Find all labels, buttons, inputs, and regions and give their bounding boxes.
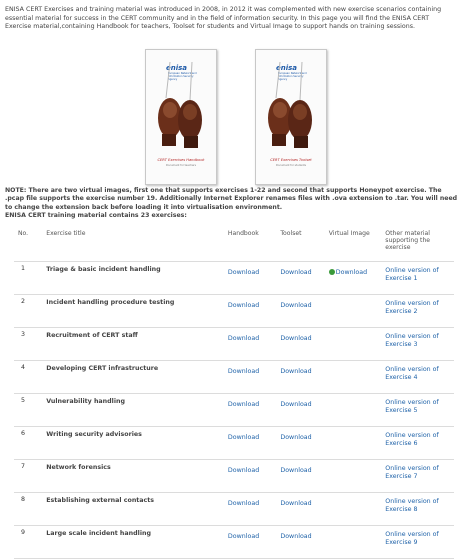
other-material-cell (381, 361, 454, 394)
virtual-image-cell (325, 361, 382, 394)
note-text: NOTE: There are two virtual images, first one that supports exercises 1-22 and second that supports Honeypot exercise. The .pcap file supports the exercise number 19. Additionally Internet Explorer renames files with .ova extension to .tar. You will need to change the extension back before loading it into virtualisation environment. (5, 187, 458, 211)
toolset-download-link[interactable]: Download (280, 269, 312, 276)
table-row (14, 295, 454, 328)
exercise-title: Writing security advisories (42, 427, 224, 460)
exercise-number: 6 (14, 427, 42, 460)
handbook-cell (224, 427, 276, 460)
other-material-cell (381, 328, 454, 361)
table-row (14, 262, 454, 295)
virtual-image-cell (325, 262, 382, 295)
exercise-title: Network forensics (42, 460, 224, 493)
exercise-title: Vulnerability handling (42, 394, 224, 427)
toolset-cell (276, 526, 324, 559)
toolset-download-link[interactable]: Download (280, 500, 312, 507)
toolset-download-link[interactable]: Download (280, 368, 312, 375)
virtual-image-cell (325, 394, 382, 427)
handbook-download-link[interactable]: Download (227, 401, 260, 408)
table-header-row (14, 227, 454, 262)
handbook-cell (224, 262, 276, 295)
virtual-image-cell (325, 328, 382, 361)
exercise-title: Recruitment of CERT staff (42, 328, 224, 361)
handbook-cell (224, 361, 276, 394)
exercises-table-body (14, 262, 454, 559)
header-virtual-image: Virtual Image (325, 227, 382, 262)
exercise-number: 7 (14, 460, 42, 493)
header-no: No. (14, 227, 42, 262)
handbook-cell (224, 526, 276, 559)
handbook-cell (224, 460, 276, 493)
online-version-link[interactable]: Online version of Exercise 6 (385, 432, 439, 447)
table-row (14, 394, 454, 427)
other-material-cell (381, 493, 454, 526)
handbook-download-link[interactable]: Download (227, 335, 260, 342)
table-row (14, 427, 454, 460)
exercise-number: 2 (14, 295, 42, 328)
exercise-number: 8 (14, 493, 42, 526)
table-caption: ENISA CERT training material contains 23 exercises: (5, 212, 187, 220)
handbook-cell (224, 394, 276, 427)
toolset-cell (276, 361, 324, 394)
online-version-link[interactable]: Online version of Exercise 9 (385, 531, 439, 546)
table-row (14, 328, 454, 361)
other-material-cell (381, 427, 454, 460)
exercise-title: Establishing external contacts (42, 493, 224, 526)
cover-images (0, 49, 467, 187)
exercise-number: 5 (14, 394, 42, 427)
handbook-cell (224, 295, 276, 328)
other-material-cell (381, 460, 454, 493)
toolset-cell (276, 427, 324, 460)
handbook-download-link[interactable]: Download (227, 533, 260, 540)
header-other-material: Other material supporting the exercise (381, 227, 454, 262)
handbook-download-link[interactable]: Download (227, 467, 260, 474)
virtual-image-download-link[interactable]: Download (335, 269, 368, 276)
handbook-cover-title: CERT Exercises Handbook (157, 158, 205, 162)
handbook-download-link[interactable]: Download (227, 434, 260, 441)
toolset-download-link[interactable]: Download (280, 533, 312, 540)
toolset-download-link[interactable]: Download (280, 434, 312, 441)
handbook-download-link[interactable]: Download (227, 500, 260, 507)
green-download-icon (329, 269, 335, 275)
online-version-link[interactable]: Online version of Exercise 3 (385, 333, 439, 348)
toolset-download-link[interactable]: Download (280, 467, 312, 474)
exercises-table (14, 227, 454, 559)
enisa-logo: enisa (276, 64, 298, 72)
virtual-image-cell (325, 460, 382, 493)
other-material-cell (381, 394, 454, 427)
other-material-cell (381, 262, 454, 295)
exercise-number: 1 (14, 262, 42, 295)
virtual-image-cell (325, 295, 382, 328)
exercise-number: 3 (14, 328, 42, 361)
header-toolset: Toolset (276, 227, 324, 262)
handbook-download-link[interactable]: Download (227, 269, 260, 276)
exercise-title: Large scale incident handling (42, 526, 224, 559)
toolset-download-link[interactable]: Download (280, 335, 312, 342)
exercise-number: 9 (14, 526, 42, 559)
online-version-link[interactable]: Online version of Exercise 2 (385, 300, 439, 315)
toolset-cell (276, 493, 324, 526)
intro-paragraph: ENISA CERT Exercises and training material was introduced in 2008, in 2012 it was complemented with new exercise scenarios containing essential material for success in the CERT community and in the field of information security. In this page you will find the ENISA CERT Exercise material,containing Handbook for teachers, Toolset for students and Virtual Image to support hands on training sessions. (5, 6, 442, 31)
toolset-cell (276, 460, 324, 493)
table-row (14, 460, 454, 493)
exercise-number: 4 (14, 361, 42, 394)
header-handbook: Handbook (224, 227, 276, 262)
toolset-cell (276, 394, 324, 427)
toolset-cell (276, 262, 324, 295)
note-block (5, 187, 460, 221)
toolset-cover-image[interactable] (255, 49, 327, 185)
handbook-cover-subtitle: Document for teachers (166, 164, 196, 167)
online-version-link[interactable]: Online version of Exercise 5 (385, 399, 439, 414)
virtual-image-cell (325, 493, 382, 526)
table-row (14, 361, 454, 394)
handbook-download-link[interactable]: Download (227, 302, 260, 309)
online-version-link[interactable]: Online version of Exercise 8 (385, 498, 439, 513)
exercise-title: Developing CERT infrastructure (42, 361, 224, 394)
handbook-cell (224, 328, 276, 361)
enisa-logo-subtitle: European Network and Information Security Agency (278, 72, 307, 81)
enisa-logo-subtitle: European Network and Information Security Agency (168, 72, 197, 81)
toolset-cover-title: CERT Exercises Toolset (270, 158, 312, 162)
toolset-cover-subtitle: Document for students (276, 164, 306, 167)
exercise-title: Triage & basic incident handling (42, 262, 224, 295)
exercise-title: Incident handling procedure testing (42, 295, 224, 328)
other-material-cell (381, 295, 454, 328)
table-row (14, 526, 454, 559)
virtual-image-cell (325, 427, 382, 460)
online-version-link[interactable]: Online version of Exercise 1 (385, 267, 439, 282)
virtual-image-cell (325, 526, 382, 559)
handbook-cell (224, 493, 276, 526)
table-row (14, 493, 454, 526)
other-material-cell (381, 526, 454, 559)
header-exercise-title: Exercise title (42, 227, 224, 262)
toolset-cell (276, 328, 324, 361)
toolset-download-link[interactable]: Download (280, 302, 312, 309)
toolset-cell (276, 295, 324, 328)
online-version-link[interactable]: Online version of Exercise 4 (385, 366, 439, 381)
enisa-logo: enisa (166, 64, 188, 72)
handbook-download-link[interactable]: Download (227, 368, 260, 375)
toolset-download-link[interactable]: Download (280, 401, 312, 408)
handbook-cover-image[interactable] (145, 49, 217, 185)
online-version-link[interactable]: Online version of Exercise 7 (385, 465, 439, 480)
